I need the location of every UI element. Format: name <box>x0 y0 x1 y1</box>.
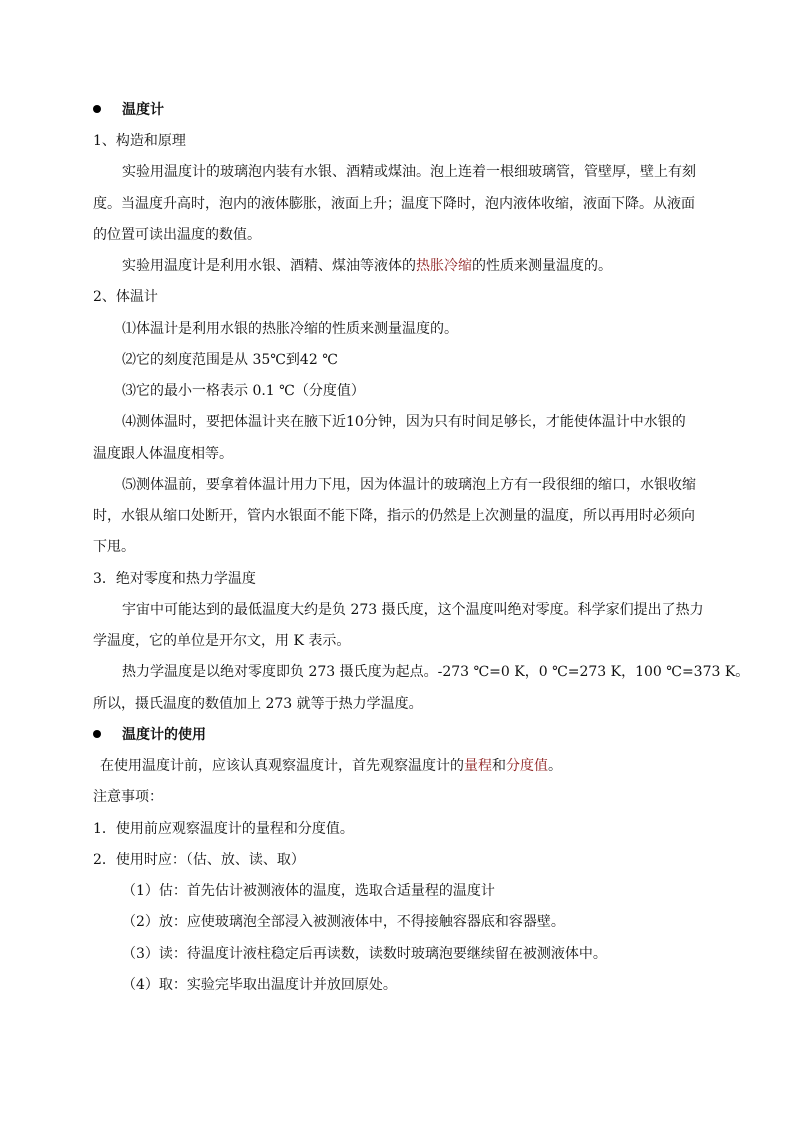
paragraph-line: 的位置可读出温度的数值。 <box>93 227 261 243</box>
list-item: ⑷测体温时，要把体温计夹在腋下近10分钟，因为只有时间足够长，才能使体温计中水银的 <box>122 414 686 430</box>
section-title-thermometer: 温度计 <box>122 102 164 118</box>
heading-structure-principle: 1、构造和原理 <box>93 133 186 149</box>
section-title-thermometer-usage: 温度计的使用 <box>122 727 206 743</box>
list-item: ⑸测体温前，要拿着体温计用力下甩，因为体温计的玻璃泡上方有一段很细的缩口，水银收缩 <box>122 477 696 493</box>
paragraph-line: 热力学温度是以绝对零度即负 273 摄氏度为起点。-273 ℃=0 K，0 ℃=273 K，100 ℃=373 K。 <box>122 664 750 680</box>
text-span: 的性质来测量温度的。 <box>472 258 612 274</box>
list-item-continuation: 下甩。 <box>93 539 135 555</box>
paragraph-line: 所以，摄氏温度的数值加上 273 就等于热力学温度。 <box>93 696 423 712</box>
text-span: 和 <box>492 758 506 774</box>
highlight-term: 量程 <box>464 758 492 774</box>
list-item: ⑴体温计是利用水银的热胀冷缩的性质来测量温度的。 <box>122 321 458 337</box>
highlight-term: 热胀冷缩 <box>416 258 472 274</box>
highlight-term: 分度值 <box>506 758 548 774</box>
sub-list-item: （4）取：实验完毕取出温度计并放回原处。 <box>122 977 397 993</box>
paragraph-line <box>122 257 612 275</box>
heading-absolute-zero: 3．绝对零度和热力学温度 <box>93 571 256 587</box>
list-item-continuation: 温度跟人体温度相等。 <box>93 446 233 462</box>
paragraph-line: 学温度，它的单位是开尔文，用 K 表示。 <box>93 633 351 649</box>
sub-list-item: （1）估：首先估计被测液体的温度，选取合适量程的温度计 <box>122 883 495 899</box>
bullet-dot-icon <box>93 730 101 738</box>
bullet-dot-icon <box>93 105 101 113</box>
paragraph-line: 宇宙中可能达到的最低温度大约是负 273 摄氏度，这个温度叫绝对零度。科学家们提出了热力 <box>122 602 704 618</box>
notes-heading: 注意事项： <box>93 789 163 805</box>
paragraph-line: 实验用温度计的玻璃泡内装有水银、酒精或煤油。泡上连着一根细玻璃管，管壁厚，壁上有刻 <box>122 164 696 180</box>
sub-list-item: （2）放：应使玻璃泡全部浸入被测液体中，不得接触容器底和容器壁。 <box>122 914 565 930</box>
list-item: 2．使用时应：（估、放、读、取） <box>93 852 305 868</box>
text-span: 实验用温度计是利用水银、酒精、煤油等液体的 <box>122 258 416 274</box>
list-item: 1．使用前应观察温度计的量程和分度值。 <box>93 821 354 837</box>
paragraph-line: 度。当温度升高时，泡内的液体膨胀，液面上升；温度下降时，泡内液体收缩，液面下降。从液面 <box>93 196 695 212</box>
list-item: ⑵它的刻度范围是从 35℃到42 ℃ <box>122 352 338 368</box>
list-item: ⑶它的最小一格表示 0.1 ℃（分度值） <box>122 383 365 399</box>
text-span: 。 <box>548 758 562 774</box>
sub-list-item: （3）读：待温度计液柱稳定后再读数，读数时玻璃泡要继续留在被测液体中。 <box>122 946 607 962</box>
list-item-continuation: 时，水银从缩口处断开，管内水银面不能下降，指示的仍然是上次测量的温度，所以再用时必须向 <box>93 508 695 524</box>
heading-clinical-thermometer: 2、体温计 <box>93 289 158 305</box>
text-span: 在使用温度计前，应该认真观察温度计，首先观察温度计的 <box>100 758 464 774</box>
paragraph-line <box>100 757 562 775</box>
